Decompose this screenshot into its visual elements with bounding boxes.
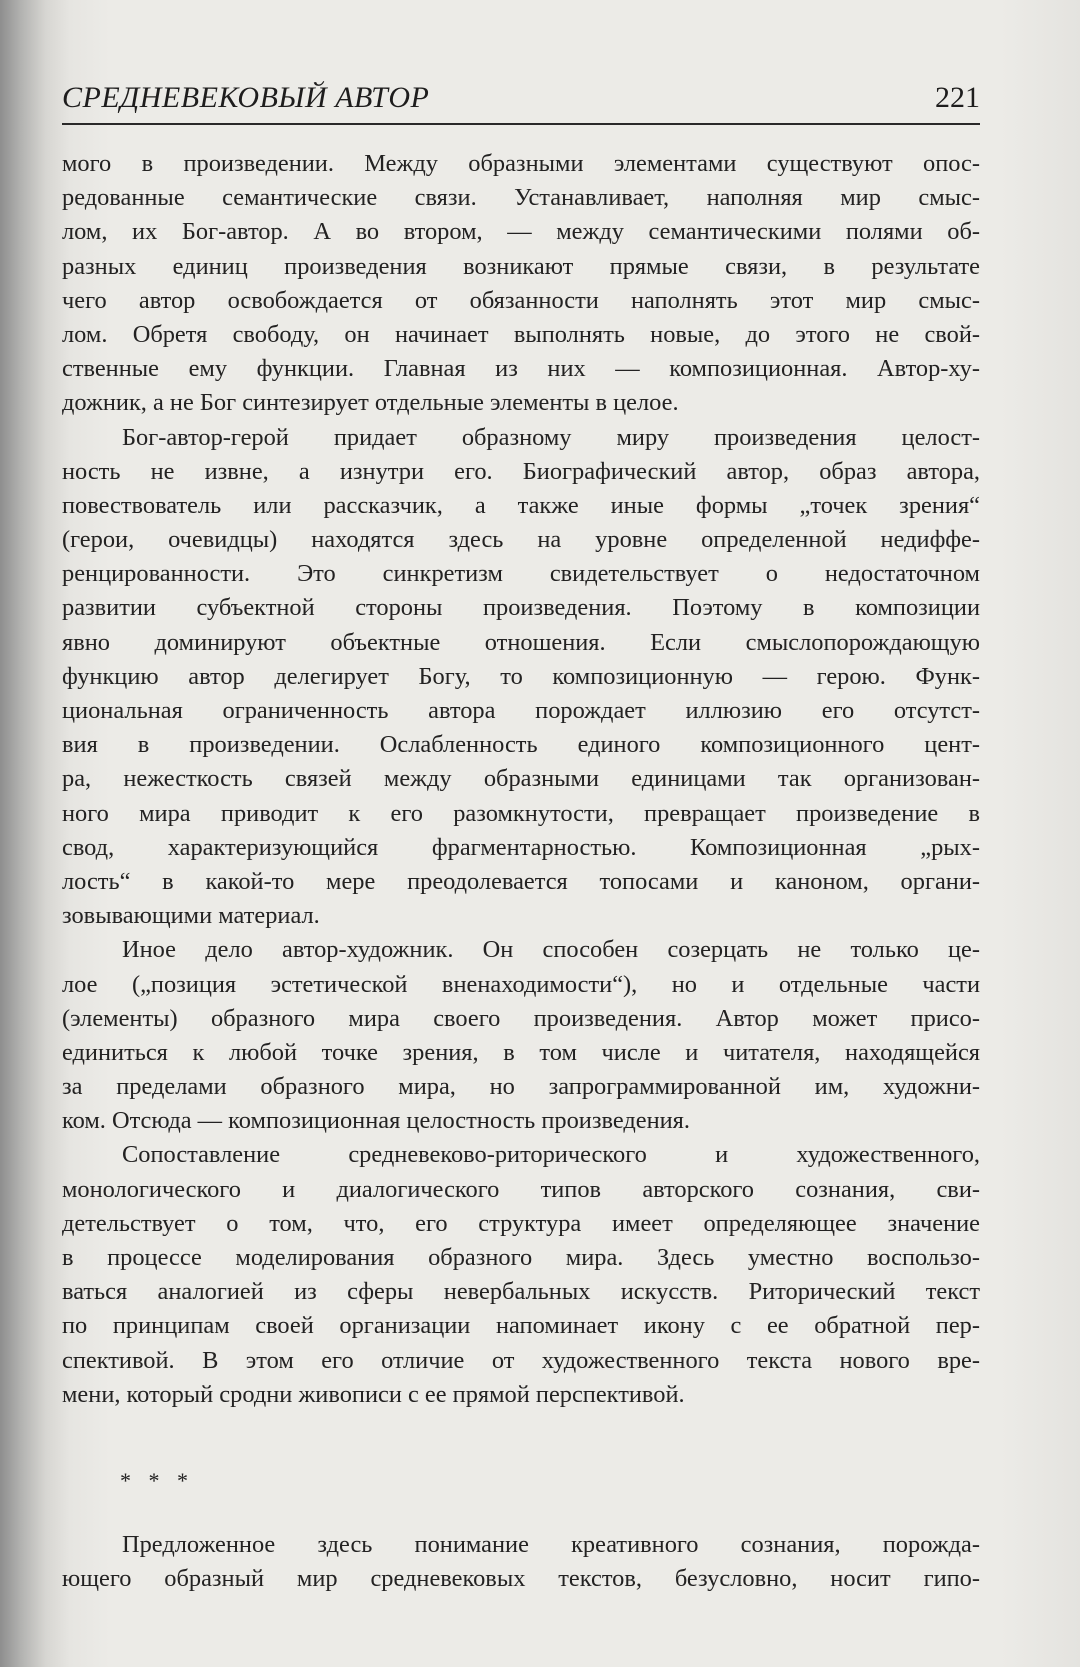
text-line: развитии субъектной стороны произведения. Поэтому в композиции [62,594,980,622]
text-line: ком. Отсюда — композиционная целостность произведения. [62,1107,690,1135]
text-line: ренцированности. Это синкретизм свидетельствует о недостаточном [62,560,980,588]
text-line: (герои, очевидцы) находятся здесь на уровне определенной недиффе- [62,526,980,554]
paragraph-3 [62,933,980,1138]
text-line: зовывающими материал. [62,902,320,930]
text-line: циональная ограниченность автора порождает иллюзию его отсутст- [62,697,980,724]
section-separator: * * * [120,1468,194,1493]
text-line: ность не извне, а изнутри его. Биографический автор, образ автора, [62,457,980,485]
paragraph-5 [62,1528,980,1596]
text-line: ственные ему функции. Главная из них — композиционная. Автор-ху- [62,355,980,383]
text-line: повествователь или рассказчик, а также иные формы „точек зрения“ [62,491,980,519]
paragraph-1 [62,147,980,421]
text-line: Иное дело автор-художник. Он способен созерцать не только це- [122,936,980,964]
text-line: лость“ в какой-то мере преодолевается топосами и каноном, органи- [62,867,980,895]
text-line: чего автор освобождается от обязанности наполнять этот мир смыс- [62,286,980,314]
text-line: Сопоставление средневеково-риторического и художественного, [122,1141,980,1169]
text-line: монологического и диалогического типов авторского сознания, сви- [62,1175,980,1203]
paragraph-4 [62,1138,980,1412]
text-line: функцию автор делегирует Богу, то композиционную — герою. Функ- [62,662,980,690]
text-line: свод, характеризующийся фрагментарностью. Композиционная „рых- [62,833,980,861]
text-line: мого в произведении. Между образными элементами существуют опос- [62,150,980,177]
running-head: СРЕДНЕВЕКОВЫЙ АВТОР [62,81,430,114]
text-line: дожник, а не Бог синтезирует отдельные элементы в целое. [62,389,679,417]
text-line: Бог-автор-герой придает образному миру произведения целост- [122,423,980,451]
text-line: за пределами образного мира, но запрограммированной им, художни- [62,1073,980,1101]
text-line: (элементы) образного мира своего произведения. Автор может присо- [62,1004,980,1032]
text-line: спективой. В этом его отличие от художественного текста нового вре- [62,1346,980,1374]
text-line: детельствует о том, что, его структура имеет определяющее значение [62,1209,980,1237]
text-line: явно доминируют объектные отношения. Если смыслопорождающую [62,628,980,656]
text-line: Предложенное здесь понимание креативного сознания, порожда- [122,1531,980,1558]
text-line: ного мира приводит к его разомкнутости, превращает произведение в [62,799,980,827]
text-line: лом, их Бог-автор. А во втором, — между семантическими полями об- [62,218,980,246]
text-line: ющего образный мир средневековых текстов, безусловно, носит гипо- [62,1565,980,1593]
text-line: разных единиц произведения возникают прямые связи, в результате [62,252,980,280]
text-line: мени, который сродни живописи с ее прямой перспективой. [62,1380,685,1408]
text-line: ра, нежесткость связей между образными единицами так организован- [62,765,980,793]
text-line: в процессе моделирования образного мира. Здесь уместно воспользо- [62,1244,980,1271]
text-line: ваться аналогией из сферы невербальных искусств. Риторический текст [62,1278,980,1306]
text-line: лом. Обретя свободу, он начинает выполнять новые, до этого не свой- [62,320,980,348]
header-rule [62,123,980,125]
text-line: редованные семантические связи. Устанавливает, наполняя мир смыс- [62,184,980,212]
page-number: 221 [935,81,980,114]
text-line: вия в произведении. Ослабленность единого композиционного цент- [62,731,980,759]
body-text [62,147,980,1412]
text-line: единиться к любой точке зрения, в том числе и читателя, находящейся [62,1038,980,1066]
page-header [62,80,980,120]
paragraph-2 [62,421,980,934]
text-line: лое („позиция эстетической вненаходимости“), но и отдельные части [62,970,980,998]
text-line: по принципам своей организации напоминает икону с ее обратной пер- [62,1312,980,1340]
